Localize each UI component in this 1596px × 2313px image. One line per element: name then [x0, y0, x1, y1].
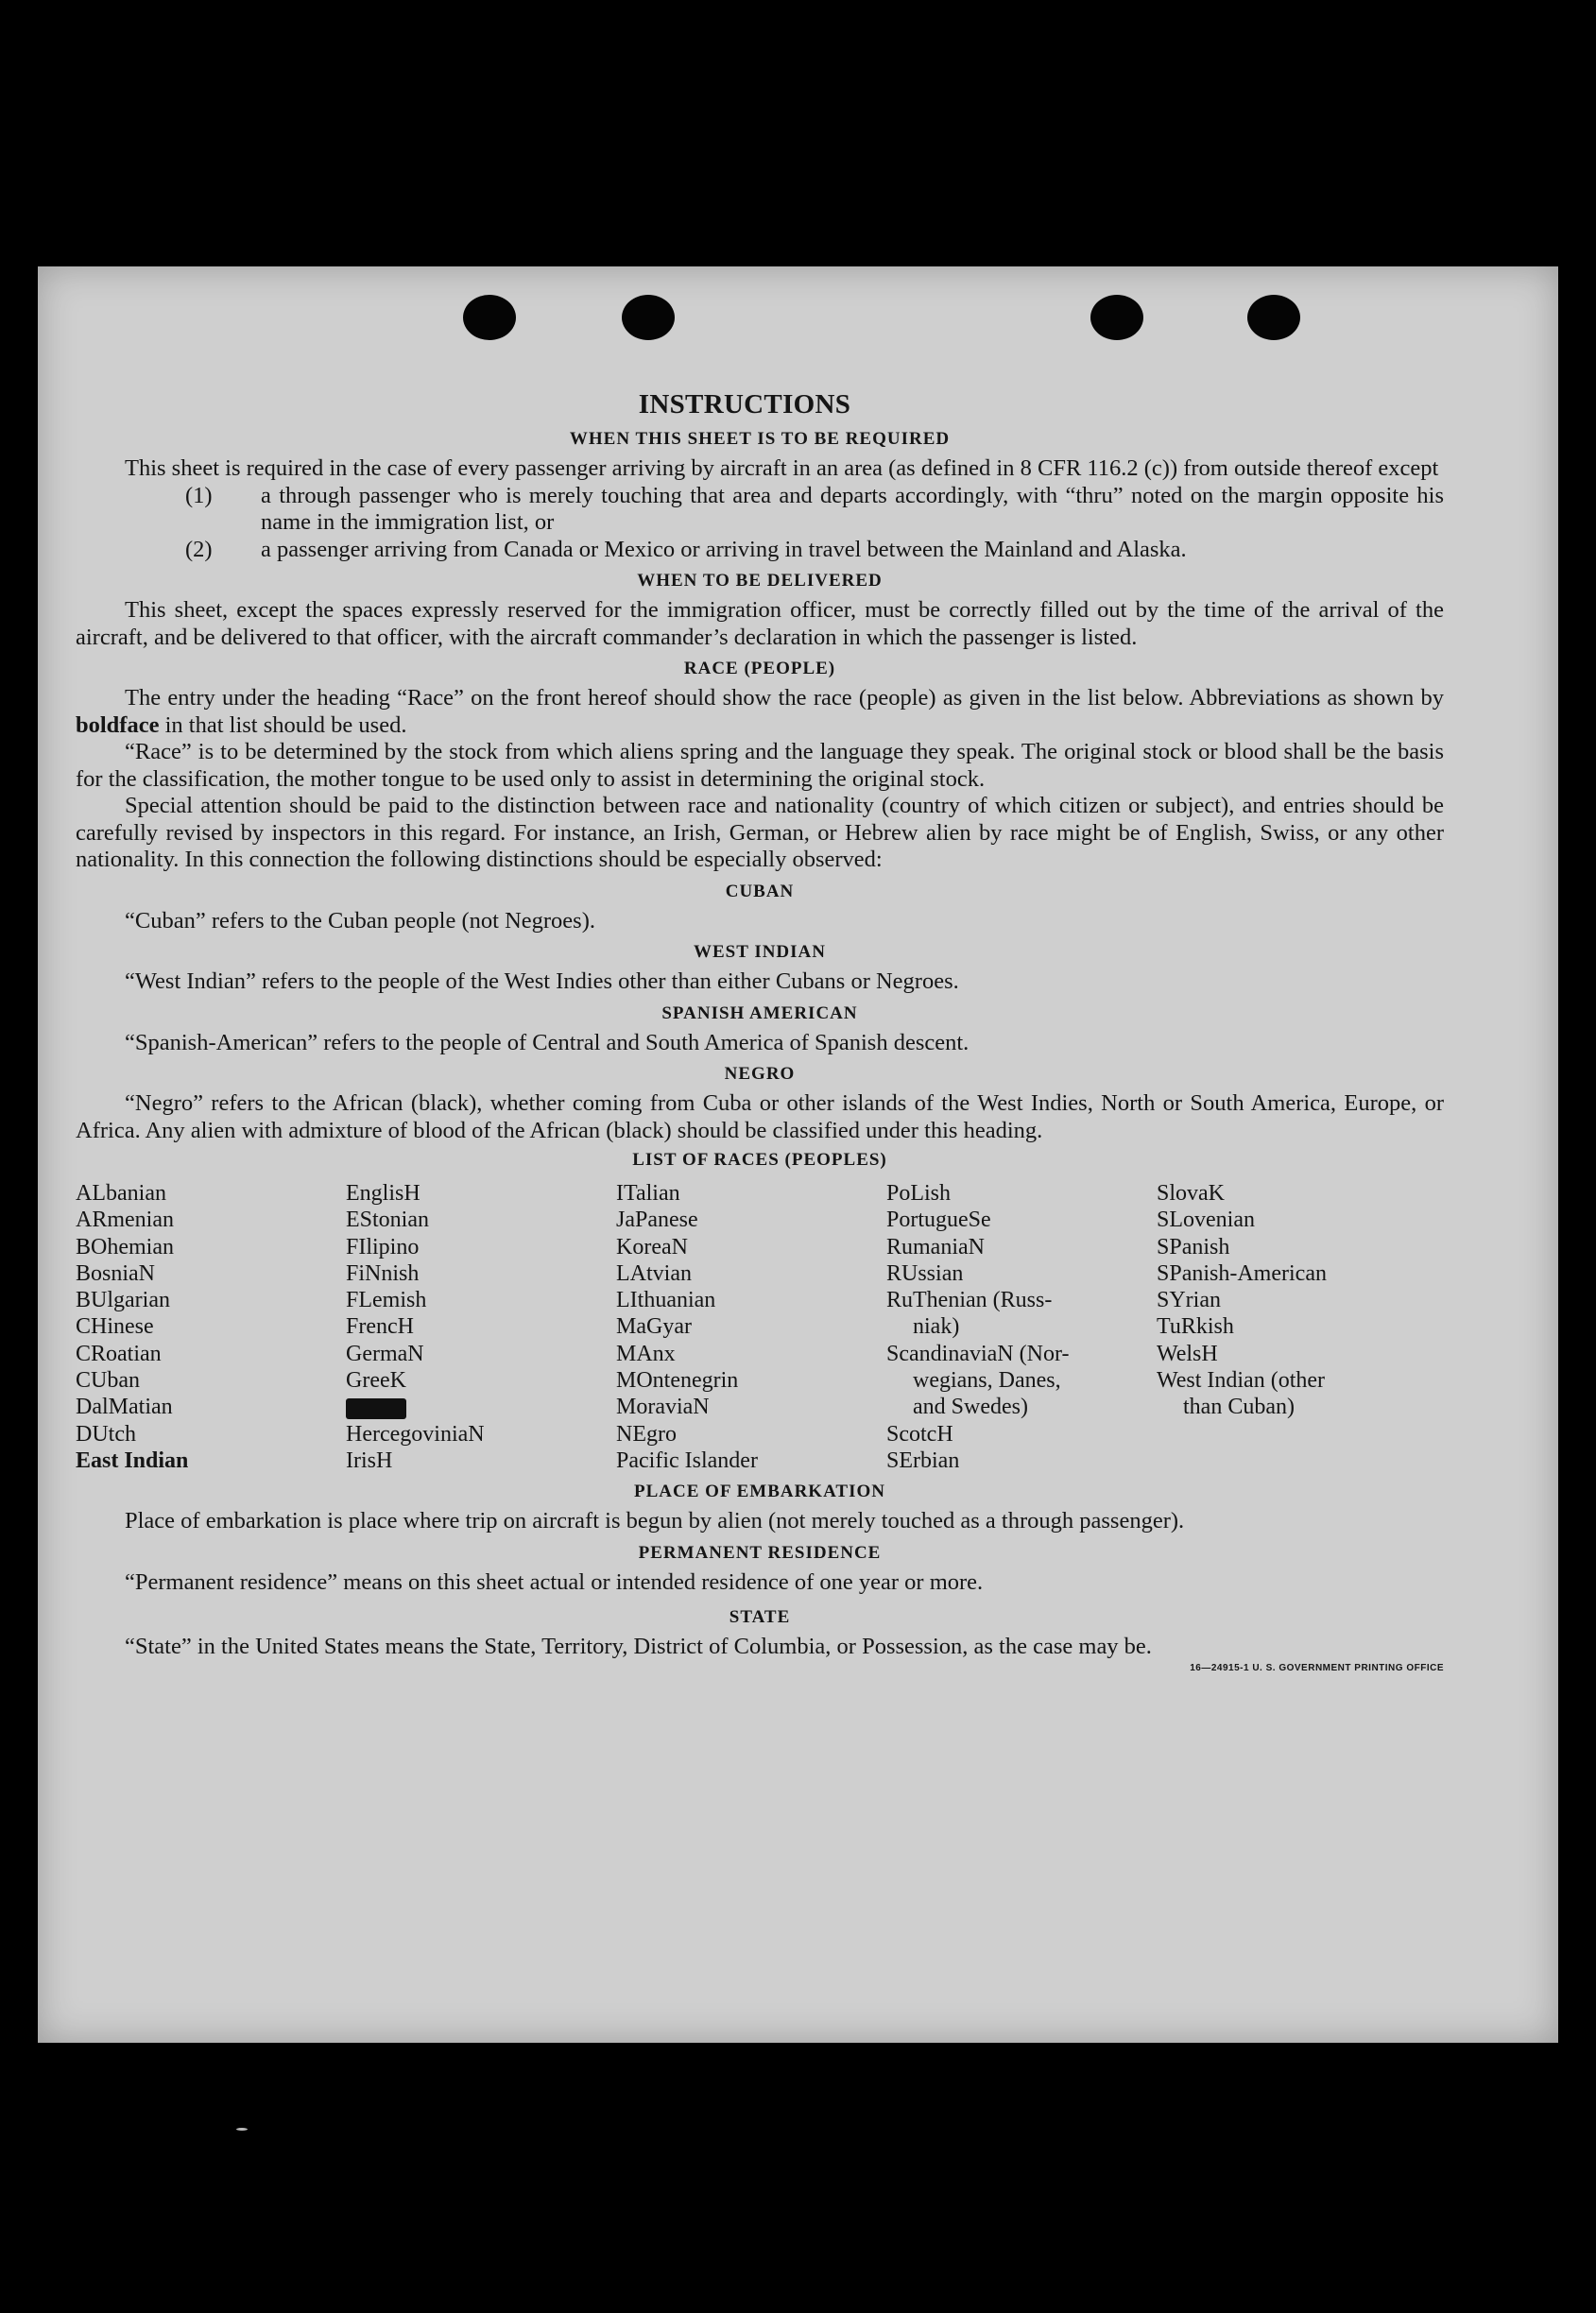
item-text: a passenger arriving from Canada or Mexico or arriving in travel between the Mainland and Alaska. — [261, 536, 1187, 562]
race-entry: ALbanian — [76, 1181, 166, 1206]
section-heading-embarkation: PLACE OF EMBARKATION — [634, 1482, 885, 1502]
race-column-5 — [1157, 1180, 1444, 1474]
page-title: INSTRUCTIONS — [638, 389, 851, 420]
race-entry: NEgro — [616, 1421, 677, 1447]
race-entry: MaGyar — [616, 1314, 692, 1340]
race-entry: DalMatian — [76, 1395, 173, 1420]
section-heading-race: RACE (PEOPLE) — [683, 659, 836, 678]
race-entry: CHinese — [76, 1314, 154, 1340]
race-entry: LIthuanian — [616, 1288, 716, 1313]
race-entry: Pacific Islander — [616, 1448, 758, 1473]
race-entry: WelsH — [1157, 1341, 1218, 1366]
race-entry: SPanish — [1157, 1234, 1230, 1259]
race-p1-text-end: in that list should be used. — [159, 711, 407, 738]
state-text: “State” in the United States means the State, Territory, District of Columbia, or Possession, as the case may be. — [125, 1634, 1152, 1660]
race-entry-continued: wegians, Danes, — [913, 1368, 1061, 1394]
race-entry: East Indian — [76, 1448, 189, 1473]
instructions-content — [76, 387, 1444, 1682]
race-entry: MOntenegrin — [616, 1368, 739, 1394]
race-column-1 — [76, 1180, 346, 1474]
race-p1-text: The entry under the heading “Race” on the front hereof should show the race (people) as given in the list below. Abbreviations as shown by — [125, 685, 1444, 711]
race-entry: TuRkish — [1157, 1314, 1234, 1340]
race-entry: FIlipino — [346, 1234, 420, 1259]
race-paragraph-1 — [76, 685, 1444, 739]
race-list — [76, 1180, 1444, 1474]
embarkation-text: Place of embarkation is place where trip on aircraft is begun by alien (not merely touched as a through passenger). — [125, 1508, 1185, 1534]
item-text: a through passenger who is merely touching that area and departs accordingly, with “thru” noted on the margin opposite his name in the immigration list, or — [261, 482, 1444, 535]
required-item-1 — [76, 483, 1444, 537]
punch-hole — [1090, 295, 1143, 340]
negro-text: “Negro” refers to the African (black), whether coming from Cuba or other islands of the West Indies, North or South America, Europe, or Africa. Any alien with admixture of blood of the African (black) should be classified under this heading. — [76, 1090, 1444, 1143]
section-heading-negro: NEGRO — [724, 1064, 796, 1084]
item-number: (1) — [185, 482, 213, 508]
race-entry: MAnx — [616, 1341, 676, 1366]
west-indian-text: “West Indian” refers to the people of the West Indies other than either Cubans or Negroes. — [125, 968, 959, 994]
residence-text: “Permanent residence” means on this sheet actual or intended residence of one year or more. — [125, 1568, 984, 1595]
section-heading-residence: PERMANENT RESIDENCE — [638, 1542, 882, 1563]
race-entry: KoreaN — [616, 1234, 688, 1259]
race-entry: CRoatian — [76, 1341, 162, 1366]
race-entry: MoraviaN — [616, 1395, 710, 1420]
document-sheet — [38, 266, 1558, 2043]
race-entry: ScotcH — [886, 1421, 953, 1447]
race-entry: JaPanese — [616, 1208, 698, 1233]
race-column-4 — [886, 1180, 1157, 1474]
race-entry: GreeK — [346, 1368, 406, 1394]
race-entry-continued: and Swedes) — [913, 1395, 1028, 1420]
section-heading-west-indian: WEST INDIAN — [694, 942, 826, 962]
required-intro: This sheet is required in the case of every passenger arriving by aircraft in an area (as defined in 8 CFR 116.2 (c)) from outside thereof except — [125, 455, 1439, 481]
scan-speck — [236, 2128, 248, 2131]
race-column-3 — [616, 1180, 886, 1474]
section-heading-list-of-races: LIST OF RACES (PEOPLES) — [632, 1150, 887, 1170]
race-entry: CUban — [76, 1368, 140, 1394]
race-entry: BOhemian — [76, 1234, 174, 1259]
race-entry: ScandinaviaN (Nor- — [886, 1341, 1070, 1366]
race-paragraph-2: “Race” is to be determined by the stock from which aliens spring and the language they speak. The original stock or blood shall be the basis for the classification, the mother tongue to be used only to assist in determining the original stock. — [76, 739, 1444, 792]
cuban-text: “Cuban” refers to the Cuban people (not Negroes). — [125, 907, 595, 934]
race-entry: SLovenian — [1157, 1208, 1255, 1233]
race-entry: BUlgarian — [76, 1288, 170, 1313]
race-entry: RUssian — [886, 1260, 964, 1286]
race-entry: FrencH — [346, 1314, 414, 1340]
section-heading-state: STATE — [729, 1607, 791, 1628]
race-entry: ITalian — [616, 1181, 680, 1206]
race-entry-redacted — [346, 1394, 616, 1420]
race-entry: SErbian — [886, 1448, 960, 1473]
race-entry: EStonian — [346, 1208, 429, 1233]
race-entry: GermaN — [346, 1341, 424, 1366]
race-entry: PoLish — [886, 1181, 952, 1206]
section-heading-cuban: CUBAN — [725, 881, 795, 901]
race-entry: DUtch — [76, 1421, 136, 1447]
required-item-2 — [76, 537, 1444, 564]
race-entry: EnglisH — [346, 1181, 420, 1206]
punch-hole — [1247, 295, 1300, 340]
race-entry: PortugueSe — [886, 1208, 991, 1233]
section-heading-spanish-american: SPANISH AMERICAN — [661, 1002, 858, 1023]
race-entry: LAtvian — [616, 1260, 692, 1286]
race-entry: FiNnish — [346, 1260, 420, 1286]
race-column-2 — [346, 1180, 616, 1474]
race-entry: IrisH — [346, 1448, 393, 1473]
race-entry: SPanish-American — [1157, 1260, 1327, 1286]
race-paragraph-3: Special attention should be paid to the distinction between race and nationality (country of which citizen or subject), and entries should be carefully revised by inspectors in this regard. For instance, an Irish, German, or Hebrew alien by race might be of English, Swiss, or any other nationality. In this connection the following distinctions should be especially observed: — [76, 793, 1444, 872]
race-entry-continued: niak) — [913, 1314, 960, 1340]
punch-hole — [622, 295, 675, 340]
race-entry: SlovaK — [1157, 1181, 1225, 1206]
item-number: (2) — [185, 536, 213, 562]
race-entry: RumaniaN — [886, 1234, 985, 1259]
race-entry: ARmenian — [76, 1208, 174, 1233]
race-p1-boldword: boldface — [76, 711, 160, 738]
race-entry: West Indian (other — [1157, 1368, 1326, 1394]
section-heading-required: WHEN THIS SHEET IS TO BE REQUIRED — [569, 429, 951, 449]
punch-hole — [463, 295, 516, 340]
race-entry: RuThenian (Russ- — [886, 1288, 1053, 1313]
race-entry: SYrian — [1157, 1288, 1221, 1313]
redaction-blot — [346, 1398, 406, 1419]
section-heading-delivered: WHEN TO BE DELIVERED — [637, 571, 883, 591]
race-entry: HercegoviniaN — [346, 1421, 485, 1447]
race-entry: FLemish — [346, 1288, 427, 1313]
delivered-text: This sheet, except the spaces expressly reserved for the immigration officer, must be correctly filled out by the time of the arrival of the aircraft, and be delivered to that officer, with the aircraft commander’s declaration in which the passenger is listed. — [76, 597, 1444, 650]
printer-imprint: 16—24915-1 U. S. GOVERNMENT PRINTING OFFICE — [1190, 1662, 1444, 1673]
spanish-american-text: “Spanish-American” refers to the people of Central and South America of Spanish descent. — [125, 1029, 970, 1055]
race-entry: BosniaN — [76, 1260, 155, 1286]
race-entry-continued: than Cuban) — [1183, 1395, 1295, 1420]
